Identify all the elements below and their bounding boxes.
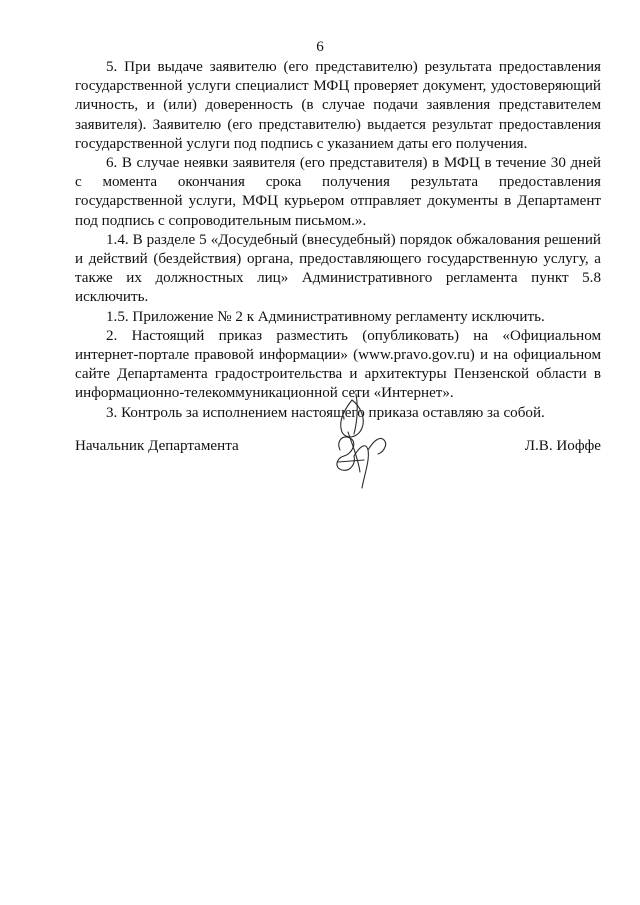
signatory-position: Начальник Департамента [75,438,239,454]
paragraph-2: 2. Настоящий приказ разместить (опубликовать) на «Официальном интернет-портале правовой информации» (www.pravo.gov.ru) и на официальном сайте Департамента градостроительства и архитектуры Пензенской области в информационно-телекоммуникационной сети «Интернет». [75,327,601,402]
signatory-name: Л.В. Иоффе [524,438,601,454]
document-body [75,58,601,423]
paragraph-item-6: 6. В случае неявки заявителя (его представителя) в МФЦ в течение 30 дней с момента окончания срока получения результата предоставления государственной услуги, МФЦ курьером отправляет документы в Департамент под подпись с сопроводительным письмом.». [75,155,601,229]
paragraph-3: 3. Контроль за исполнением настоящего приказа оставляю за собой. [106,404,545,421]
paragraph-1-4: 1.4. В разделе 5 «Досудебный (внесудебный) порядок обжалования решений и действий (бездействия) органа, предоставляющего государственную услугу, а также их должностных лиц» Административного регламента пункт 5.8 исключить. [75,231,601,306]
paragraph-1-5: 1.5. Приложение № 2 к Административному регламенту исключить. [106,308,545,325]
page-number: 6 [316,39,324,55]
signature-block [75,437,601,457]
paragraph-item-5: 5. При выдаче заявителю (его представителю) результата предоставления государственной услуги специалист МФЦ проверяет документ, удостоверяющий личность, и (или) доверенность (в случае подачи заявления представителем заявителя). Заявителю (его представителю) выдается результат предоставления государственной услуги под подпись с указанием даты его получения. [75,59,601,152]
